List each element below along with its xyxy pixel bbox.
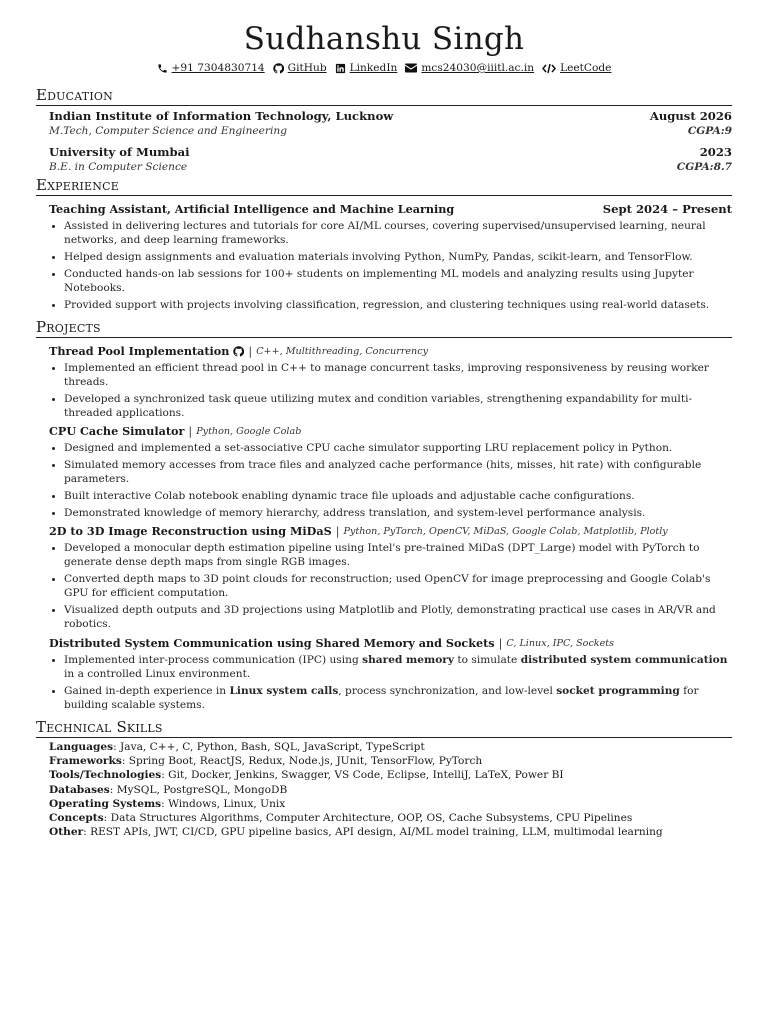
linkedin-link[interactable]: LinkedIn [349, 62, 398, 74]
project-bullets [49, 361, 732, 420]
education-entry [49, 108, 732, 138]
list-item [64, 684, 732, 712]
emphasis-text: distributed system communication [520, 653, 728, 666]
project-entry [36, 636, 732, 712]
education-entry [49, 144, 732, 174]
divider: | [188, 425, 193, 439]
list-item: • Demonstrated knowledge of memory hierarchy, address translation, and system-level performance analysis. [64, 506, 732, 520]
project-tech: C, Linux, IPC, Sockets [506, 637, 615, 649]
skill-label: Tools/Technologies [49, 769, 162, 782]
list-item: • Conducted hands-on lab sessions for 100+ students on implementing ML models and analyzing results using Jupyter Notebooks. [64, 267, 732, 295]
linkedin-icon [335, 63, 346, 74]
list-item: • Designed and implemented a set-associative CPU cache simulator supporting LRU replacement policy in Python. [64, 441, 732, 455]
experience-bullets [49, 219, 732, 312]
project-bullets [49, 653, 732, 712]
github-icon [273, 63, 284, 74]
email-link[interactable]: mcs24030@iiitl.ac.in [421, 62, 535, 74]
list-item: • Developed a synchronized task queue utilizing mutex and condition variables, strengthening expandability for multi-threaded applications. [64, 392, 732, 420]
grade: CGPA:9 [687, 125, 732, 137]
leetcode-contact[interactable] [542, 62, 611, 74]
phone-icon [157, 63, 168, 74]
skill-line: Operating Systems: Windows, Linux, Unix [49, 797, 286, 810]
leetcode-link[interactable]: LeetCode [560, 62, 612, 74]
bullet-text: , process synchronization, and low-level [338, 684, 557, 697]
phone-contact[interactable] [157, 62, 265, 74]
divider: | [248, 345, 253, 358]
skill-label: Languages [49, 741, 114, 754]
project-entry [36, 524, 732, 631]
emphasis-text: Linux system calls [229, 684, 339, 697]
list-item: • Assisted in delivering lectures and tutorials for core AI/ML courses, covering supervised/unsupervised learning, neural networks, and deep learning frameworks. [64, 219, 732, 247]
skills-section [49, 740, 732, 839]
project-bullets [49, 541, 732, 631]
list-item: • Helped design assignments and evaluation materials involving Python, NumPy, Pandas, scikit-learn, and TensorFlow. [64, 250, 732, 264]
grade: CGPA:8.7 [676, 161, 732, 173]
emphasis-text: shared memory [362, 653, 455, 666]
project-entry [36, 424, 732, 520]
bullet-text: Implemented inter-process communication (IPC) using [64, 653, 363, 666]
job-date: Sept 2024 – Present [602, 202, 732, 216]
email-contact[interactable] [405, 62, 534, 74]
contact-bar [36, 60, 732, 76]
list-item: • Visualized depth outputs and 3D projections using Matplotlib and Plotly, demonstrating practical use cases in AR/VR and robotics. [64, 603, 732, 631]
experience-heading: Experience [36, 176, 732, 196]
list-item [64, 653, 732, 681]
degree: B.E. in Computer Science [49, 161, 188, 173]
skill-value: MySQL, PostgreSQL, MongoDB [116, 783, 288, 796]
project-title: CPU Cache Simulator [49, 424, 185, 439]
code-icon [542, 63, 556, 74]
skill-label: Other [49, 826, 84, 839]
list-item: • Simulated memory accesses from trace files and analyzed cache performance (hits, misses, hit rate) with configurable parameters. [64, 458, 732, 486]
job-title: Teaching Assistant, Artificial Intelligence and Machine Learning [49, 202, 455, 216]
resume-page [36, 0, 732, 839]
candidate-name: Sudhanshu Singh [243, 21, 525, 57]
list-item: • Developed a monocular depth estimation pipeline using Intel's pre-trained MiDaS (DPT_Large) model with PyTorch to generate dense depth maps from single RGB images. [64, 541, 732, 569]
skill-value: REST APIs, JWT, CI/CD, GPU pipeline basics, API design, AI/ML model training, LLM, multimodal learning [90, 826, 663, 839]
graduation-date: 2023 [699, 145, 732, 159]
project-tech: C++, Multithreading, Concurrency [256, 346, 429, 357]
skill-value: Windows, Linux, Unix [168, 797, 286, 810]
skill-line: Concepts: Data Structures Algorithms, Computer Architecture, OOP, OS, Cache Subsystems, CPU Pipelines [49, 812, 633, 825]
list-item: • Built interactive Colab notebook enabling dynamic trace file uploads and adjustable cache configurations. [64, 489, 732, 503]
graduation-date: August 2026 [649, 109, 732, 123]
project-bullets [49, 441, 732, 520]
skills-heading: Technical Skills [36, 718, 732, 738]
school-name: University of Mumbai [49, 145, 190, 159]
project-title: Distributed System Communication using Shared Memory and Sockets [49, 635, 495, 650]
skill-label: Frameworks [49, 755, 122, 768]
github-icon[interactable] [233, 346, 244, 357]
divider: | [498, 636, 503, 650]
divider: | [335, 525, 340, 539]
bullet-text: in a controlled Linux environment. [64, 667, 251, 680]
education-section [49, 108, 732, 174]
degree: M.Tech, Computer Science and Engineering [49, 125, 287, 137]
project-entry [36, 344, 732, 420]
experience-entry [49, 201, 732, 217]
projects-heading: Projects [36, 318, 732, 338]
project-tech: Python, Google Colab [196, 426, 302, 438]
skill-label: Databases [49, 783, 110, 796]
skill-value: Git, Docker, Jenkins, Swagger, VS Code, Eclipse, IntelliJ, LaTeX, Power BI [168, 769, 564, 782]
project-tech: Python, PyTorch, OpenCV, MiDaS, Google Colab, Matplotlib, Plotly [343, 526, 668, 538]
list-item: • Implemented an efficient thread pool in C++ to manage concurrent tasks, improving responsiveness by reusing worker threads. [64, 361, 732, 389]
skill-line: Tools/Technologies: Git, Docker, Jenkins, Swagger, VS Code, Eclipse, IntelliJ, LaTeX, Power BI [49, 769, 564, 782]
linkedin-contact[interactable] [335, 62, 398, 74]
education-heading: Education [36, 86, 732, 106]
bullet-text: for building scalable systems. [64, 684, 699, 711]
skill-label: Concepts [49, 812, 104, 825]
skill-value: Spring Boot, ReactJS, Redux, Node.js, JUnit, TensorFlow, PyTorch [128, 755, 483, 768]
skill-label: Operating Systems [49, 797, 162, 810]
skill-line: Languages: Java, C++, C, Python, Bash, SQL, JavaScript, TypeScript [49, 741, 425, 754]
list-item: • Provided support with projects involving classification, regression, and clustering techniques using real-world datasets. [64, 298, 732, 312]
github-contact[interactable] [273, 62, 327, 74]
github-link[interactable]: GitHub [287, 62, 327, 74]
skill-value: Data Structures Algorithms, Computer Architecture, OOP, OS, Cache Subsystems, CPU Pipelines [110, 812, 633, 825]
phone-link[interactable]: +91 7304830714 [171, 62, 265, 74]
skill-value: Java, C++, C, Python, Bash, SQL, JavaScript, TypeScript [120, 741, 425, 754]
project-title: Thread Pool Implementation [49, 344, 230, 358]
bullet-text: Gained in-depth experience in [64, 684, 230, 697]
project-title: 2D to 3D Image Reconstruction using MiDaS [49, 524, 332, 539]
envelope-icon [405, 63, 417, 73]
skill-line: Databases: MySQL, PostgreSQL, MongoDB [49, 783, 288, 796]
bullet-text: to simulate [454, 653, 521, 666]
skill-line: Frameworks: Spring Boot, ReactJS, Redux, Node.js, JUnit, TensorFlow, PyTorch [49, 755, 483, 768]
skill-line: Other: REST APIs, JWT, CI/CD, GPU pipeline basics, API design, AI/ML model training, LLM, multimodal learning [49, 826, 663, 839]
school-name: Indian Institute of Information Technology, Lucknow [49, 109, 394, 123]
list-item: • Converted depth maps to 3D point clouds for reconstruction; used OpenCV for image preprocessing and Google Colab's GPU for efficient computation. [64, 572, 732, 600]
emphasis-text: socket programming [556, 684, 680, 697]
